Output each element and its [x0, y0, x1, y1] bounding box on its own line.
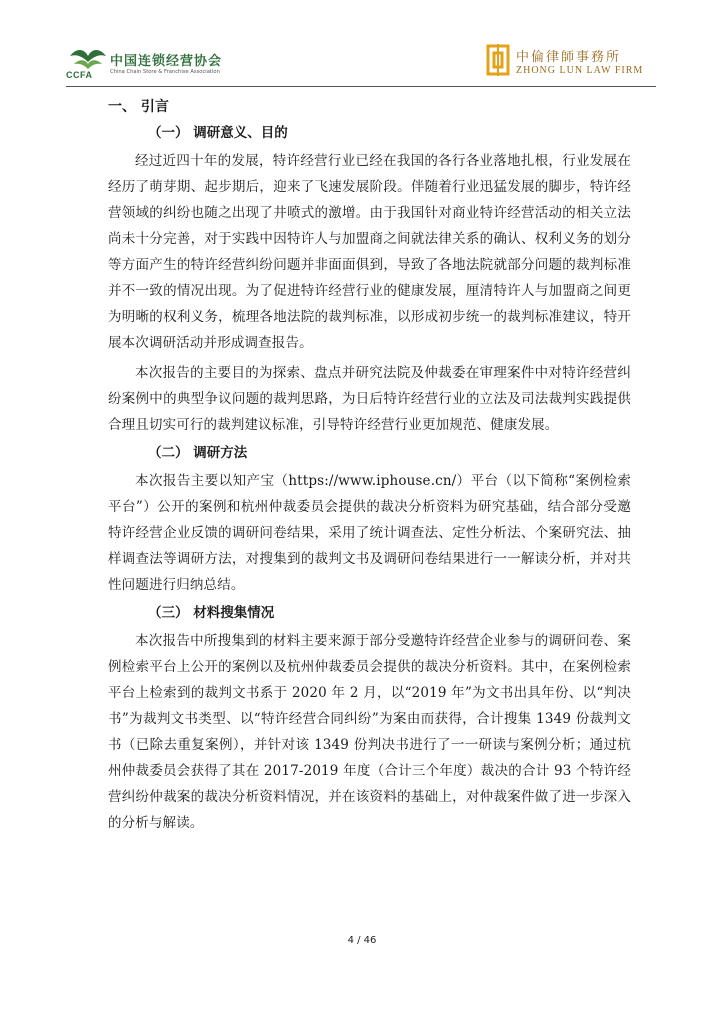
document-body: [108, 96, 631, 840]
zhonglun-logo: [486, 44, 656, 80]
ccfa-name-en: China Chain Store & Franchise Association: [110, 69, 220, 75]
paragraph-4: 本次报告中所搜集到的材料主要来源于部分受邀特许经营企业参与的调研问卷、案例检索平台上公开的案例以及杭州仲裁委员会提供的裁决分析资料。其中，在案例检索平台上检索到的裁判文书系于 2020 年 2 月，以“2019 年”为文书出具年份、以“判决书”为裁判文书类型、以“特许经营合同纠纷”为案由而获得，合计搜集 1349 份裁判文书（已除去重复案例），并针对该 1349 份判决书进行了一一研读与案例分析；通过杭州仲裁委员会获得了其在 2017-2019 年度（合计三个年度）裁决的合计 93 个特许经营纠纷仲裁案的裁决分析资料情况，并在该资料的基础上，对仲裁案件做了进一步深入的分析与解读。: [108, 633, 631, 831]
page-number: 4 / 46: [347, 935, 377, 946]
ccfa-name-cn: 中国连锁经营协会: [110, 54, 223, 69]
paragraph-3: 本次报告主要以知产宝（https://www.iphouse.cn/）平台（以下简称“案例检索平台”）公开的案例和杭州仲裁委员会提供的裁决分析资料为研究基础，结合部分受邀特许经营企业反馈的调研问卷结果，采用了统计调查法、定性分析法、个案研究法、抽样调查法等调研方法，对搜集到的裁判文书及调研问卷结果进行一一解读分析，并对共性问题进行归纳总结。: [108, 473, 631, 593]
paragraph-1: 经过近四十年的发展，特许经营行业已经在我国的各行各业落地扎根，行业发展在经历了萌芽期、起步期后，迎来了飞速发展阶段。伴随着行业迅猛发展的脚步，特许经营领域的纠纷也随之出现了井喷式的激增。由于我国针对商业特许经营活动的相关立法尚未十分完善，对于实践中因特许人与加盟商之间就法律关系的确认、权利义务的划分等方面产生的特许经营纠纷问题并非面面俱到，导致了各地法院就部分问题的裁判标准并不一致的情况出现。为了促进特许经营行业的健康发展，厘清特许人与加盟商之间更为明晰的权利义务，梳理各地法院的裁判标准，以形成初步统一的裁判标准建议，特开展本次调研活动并形成调查报告。: [108, 153, 631, 351]
section-1-1-heading: （一） 调研意义、目的: [148, 125, 288, 141]
header-divider: [66, 86, 656, 87]
zhonglun-emblem-icon: [486, 44, 510, 76]
paragraph-2: 本次报告的主要目的为探索、盘点并研究法院及仲裁委在审理案件中对特许经营纠纷案例中的典型争议问题的裁判思路，为日后特许经营行业的立法及司法裁判实践提供合理且切实可行的裁判建议标准，引导特许经营行业更加规范、健康发展。: [108, 365, 631, 433]
zhonglun-name-en: ZHONG LUN LAW FIRM: [516, 65, 644, 76]
ccfa-logo: [66, 46, 236, 80]
section-1-heading: 一、 引言: [108, 99, 169, 115]
section-1-3-heading: （三） 材料搜集情况: [148, 605, 275, 621]
page-header: [66, 42, 656, 82]
zhonglun-name-cn: 中倫律師事務所: [516, 50, 622, 65]
ccfa-abbr: CCFA: [66, 70, 93, 80]
section-1-2-heading: （二） 调研方法: [148, 445, 248, 461]
